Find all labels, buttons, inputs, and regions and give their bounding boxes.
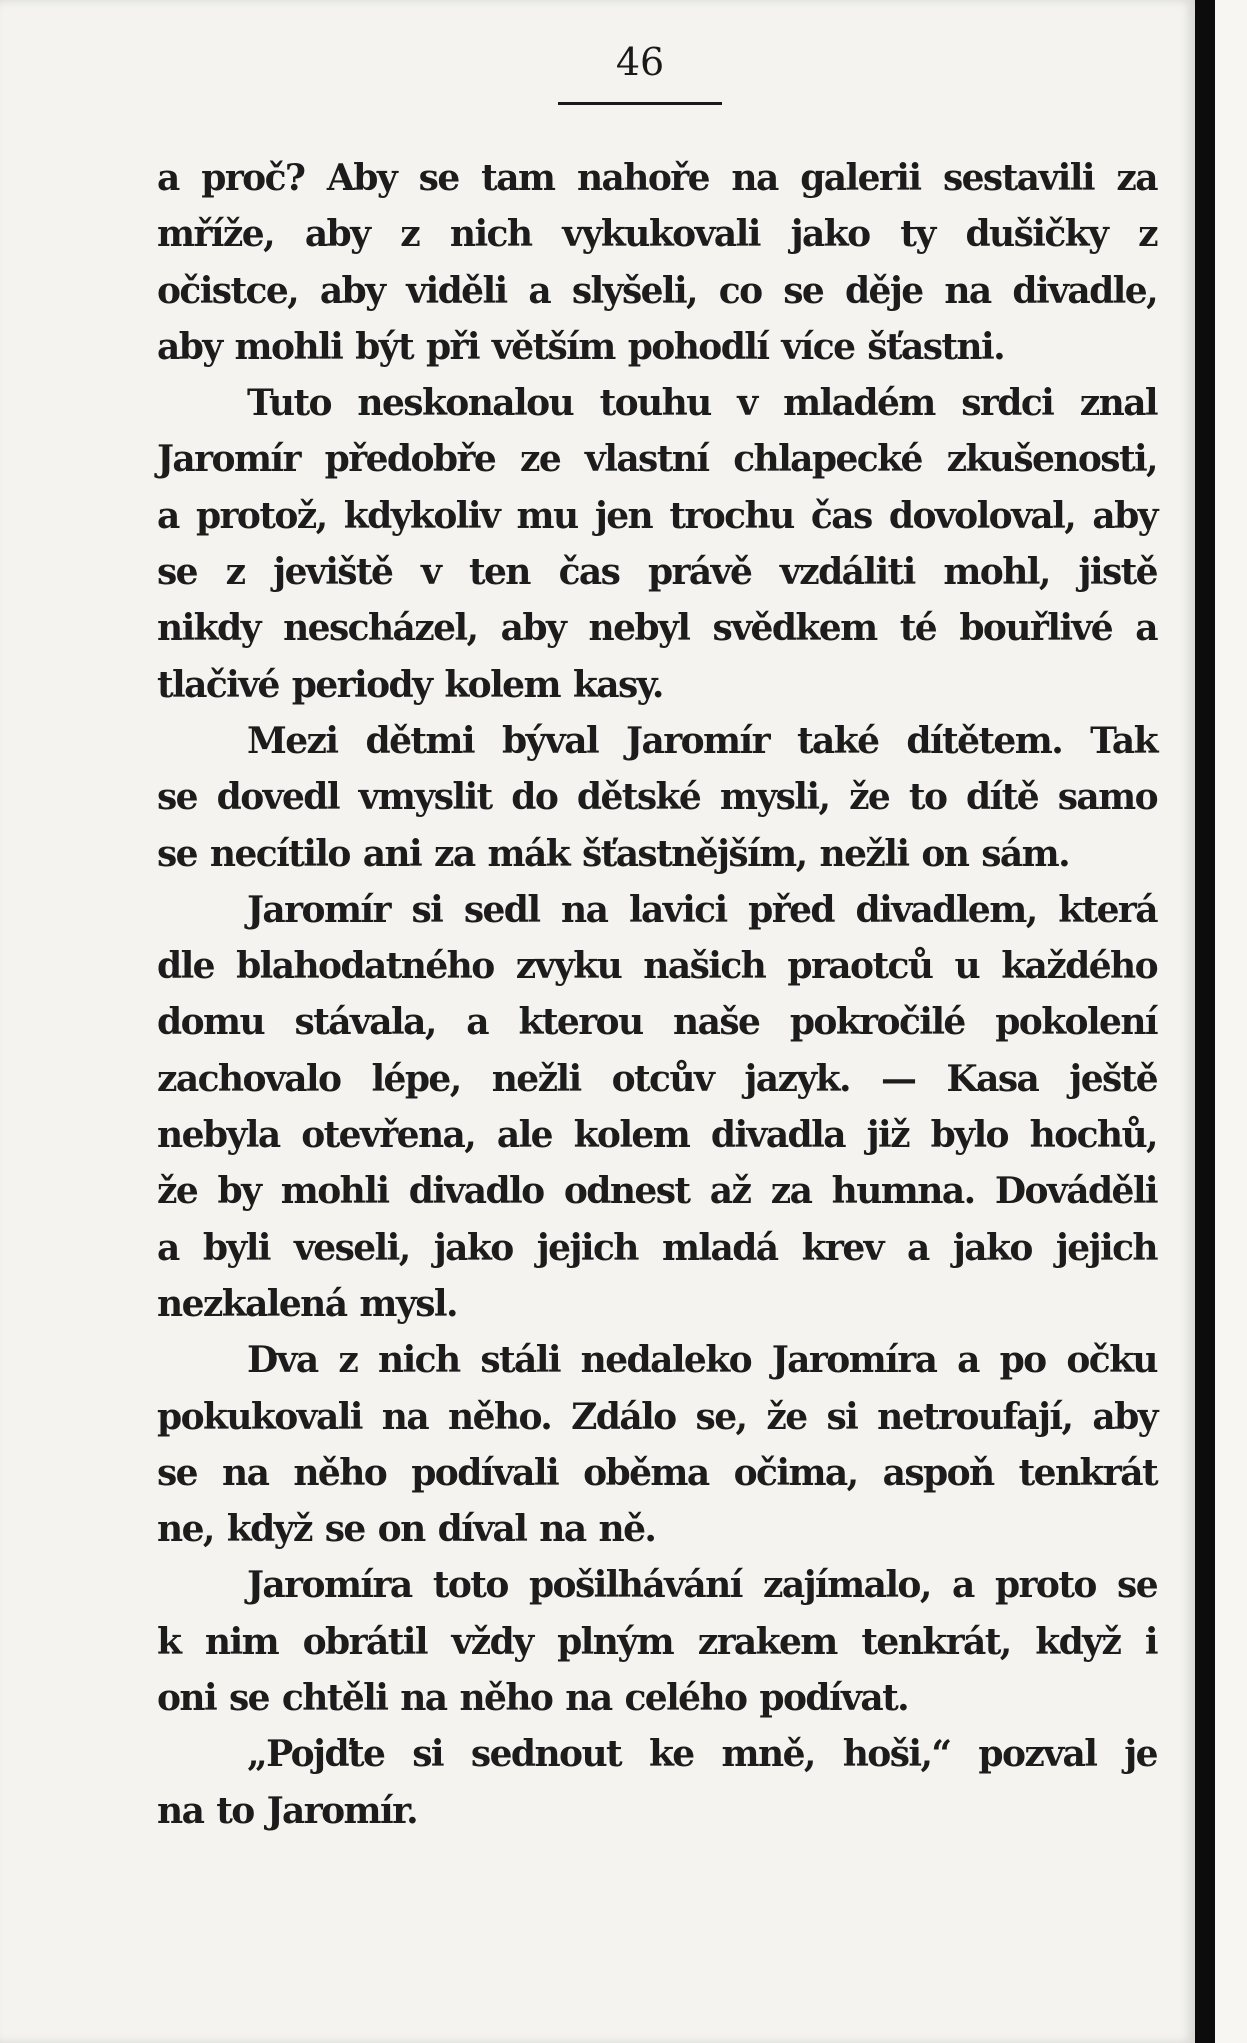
text-line: se necítilo ani za mák šťastnějším, nežli on sám. [157, 832, 1070, 875]
text-line: že by mohli divadlo odnest až za humna. Dováděli [157, 1170, 1157, 1213]
text-line: Jaromíra toto pošilhávání zajímalo, a proto se [247, 1564, 1157, 1607]
text-line: nikdy nescházel, aby nebyl svědkem té bouřlivé a [157, 607, 1157, 650]
text-line: aby mohli být při větším pohodlí více šťastni. [157, 325, 1005, 368]
text-line: pokukovali na něho. Zdálo se, že si netroufají, aby [157, 1395, 1157, 1438]
text-line: nebyla otevřena, ale kolem divadla již bylo hochů, [157, 1114, 1157, 1157]
text-line: k nim obrátil vždy plným zrakem tenkrát, když i [157, 1620, 1157, 1663]
text-line: nezkalená mysl. [157, 1282, 457, 1325]
text-line: Tuto neskonalou touhu v mladém srdci znal [247, 382, 1157, 425]
text-line: a protož, kdykoliv mu jen trochu čas dovoloval, aby [157, 494, 1157, 537]
text-line: Mezi dětmi býval Jaromír také dítětem. Tak [247, 719, 1157, 762]
next-page-edge [1215, 0, 1247, 2043]
text-line: „Pojďte si sednout ke mně, hoši,“ pozval je [247, 1733, 1157, 1776]
text-line: na to Jaromír. [157, 1789, 418, 1832]
body-text [157, 150, 1157, 1839]
text-line: očistce, aby viděli a slyšeli, co se děje na divadle, [157, 269, 1157, 312]
text-line: Dva z nich stáli nedaleko Jaromíra a po očku [247, 1339, 1157, 1382]
text-line: tlačivé periody kolem kasy. [157, 663, 663, 706]
text-line: se z jeviště v ten čas právě vzdáliti mohl, jistě [157, 551, 1157, 594]
text-line: domu stávala, a kterou naše pokročilé pokolení [157, 1001, 1157, 1044]
text-line: ne, když se on díval na ně. [157, 1508, 656, 1551]
text-line: mříže, aby z nich vykukovali jako ty dušičky z [157, 213, 1157, 256]
text-line: se na něho podívali oběma očima, aspoň tenkrát [157, 1451, 1157, 1494]
text-line: oni se chtěli na něho na celého podívat. [157, 1677, 909, 1720]
text-line: Jaromír si sedl na lavici před divadlem, která [247, 888, 1157, 931]
text-line: Jaromír předobře ze vlastní chlapecké zkušenosti, [157, 438, 1157, 481]
text-line: a proč? Aby se tam nahoře na galerii sestavili za [157, 157, 1157, 199]
text-line: zachovalo lépe, nežli otcův jazyk. — Kasa ještě [157, 1057, 1157, 1100]
text-line: a byli veseli, jako jejich mladá krev a jako jejich [157, 1226, 1157, 1269]
page-number-rule [558, 102, 722, 105]
text-line: se dovedl vmyslit do dětské mysli, že to dítě samo [157, 776, 1157, 819]
text-line: dle blahodatného zvyku našich praotců u každého [157, 945, 1157, 988]
page-number: 46 [615, 40, 665, 84]
